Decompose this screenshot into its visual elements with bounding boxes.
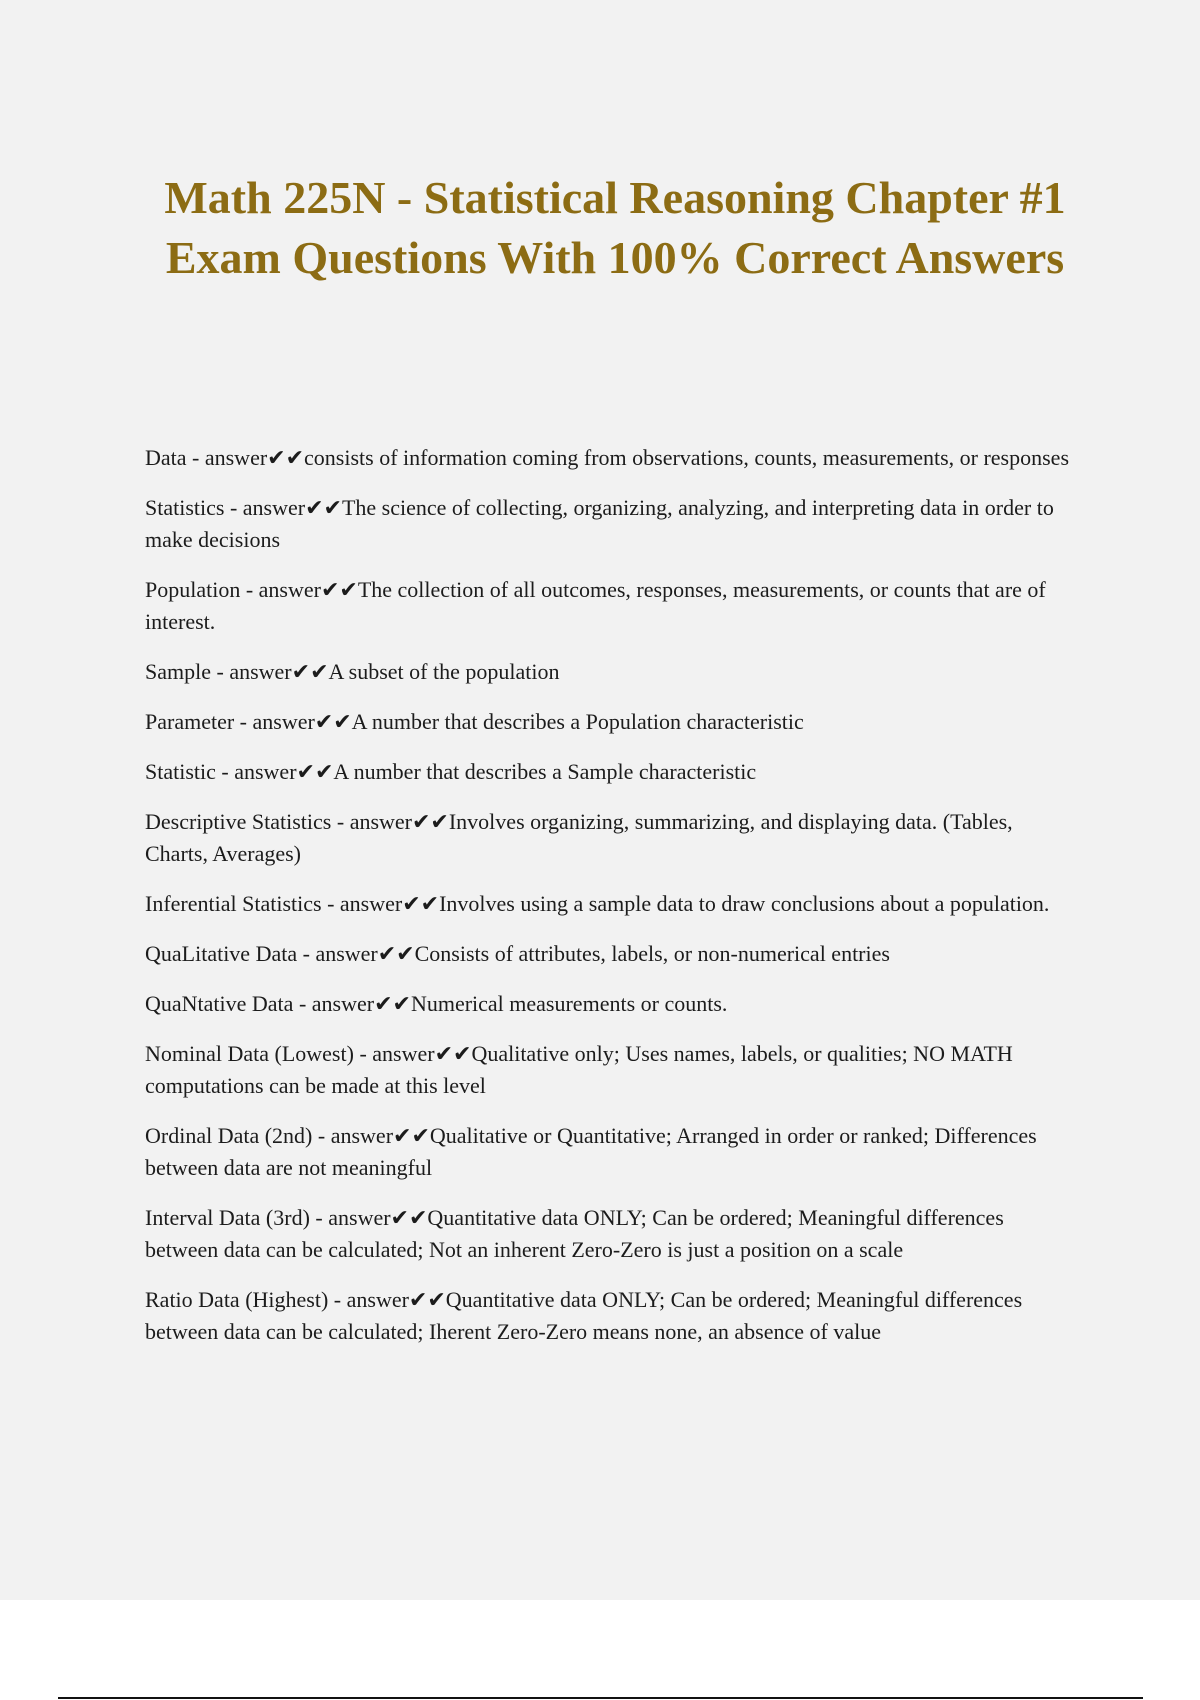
- entry-separator: -: [353, 1041, 373, 1066]
- definition-entry: [145, 574, 1075, 638]
- entry-separator: -: [224, 495, 243, 520]
- entry-separator: -: [321, 891, 340, 916]
- answer-marker: answer✔✔: [242, 495, 342, 520]
- entry-term: Ordinal Data (2nd): [145, 1123, 313, 1148]
- entry-separator: -: [234, 709, 253, 734]
- entry-term: Sample: [145, 659, 211, 684]
- answer-marker: answer✔✔: [234, 759, 334, 784]
- entry-term: QuaLitative Data: [145, 941, 298, 966]
- entry-definition: The collection of all outcomes, responses, measurements, or counts that are of interest.: [145, 577, 1046, 634]
- entry-separator: -: [297, 941, 316, 966]
- entry-definition: A number that describes a Sample characteristic: [333, 759, 757, 784]
- answer-marker: answer✔✔: [204, 445, 305, 470]
- entry-definition: Involves using a sample data to draw conclusions about a population.: [439, 891, 1050, 916]
- entry-term: Statistics: [145, 495, 225, 520]
- entry-separator: -: [293, 991, 312, 1016]
- entry-separator: -: [240, 577, 259, 602]
- answer-marker: answer✔✔: [229, 659, 329, 684]
- answer-marker: answer✔✔: [339, 891, 440, 916]
- document-title: Math 225N - Statistical Reasoning Chapter #1 Exam Questions With 100% Correct Answers: [164, 172, 1066, 283]
- answer-marker: answer✔✔: [311, 991, 411, 1016]
- answer-marker: answer✔✔: [349, 809, 449, 834]
- definition-entry: [145, 1120, 1075, 1184]
- answer-marker: answer✔✔: [328, 1205, 428, 1230]
- entry-term: Data: [145, 445, 187, 470]
- entry-term: Ratio Data (Highest): [145, 1287, 329, 1312]
- entry-definition: A subset of the population: [328, 659, 560, 684]
- definition-entry: [145, 706, 1075, 738]
- entry-term: Population: [145, 577, 241, 602]
- entry-term: Parameter: [145, 709, 235, 734]
- entry-definition: Involves organizing, summarizing, and displaying data. (Tables, Charts, Averages): [145, 809, 1013, 866]
- definition-entry: [145, 492, 1075, 556]
- definition-entry: [145, 988, 1075, 1020]
- answer-marker: answer✔✔: [346, 1287, 446, 1312]
- answer-marker: answer✔✔: [258, 577, 358, 602]
- entry-definition: Quantitative data ONLY; Can be ordered; Meaningful differences between data can be calculated; Iherent Zero-Zero means none, an absence of value: [145, 1287, 1023, 1344]
- answer-marker: answer✔✔: [372, 1041, 472, 1066]
- entry-term: Nominal Data (Lowest): [145, 1041, 354, 1066]
- entry-definition: A number that describes a Population characteristic: [351, 709, 804, 734]
- definition-entry: [145, 806, 1075, 870]
- entry-term: Descriptive Statistics: [145, 809, 332, 834]
- definition-entry: [145, 1038, 1075, 1102]
- entry-separator: -: [215, 759, 235, 784]
- definition-entry: [145, 656, 1075, 688]
- entry-definition: Qualitative or Quantitative; Arranged in order or ranked; Differences between data are not meaningful: [145, 1123, 1037, 1180]
- entry-separator: -: [186, 445, 205, 470]
- definition-entry: [145, 1202, 1075, 1266]
- definition-entry: [145, 442, 1075, 474]
- definition-list: [145, 442, 1075, 1366]
- entry-term: Interval Data (3rd): [145, 1205, 310, 1230]
- answer-marker: answer✔✔: [315, 941, 415, 966]
- entry-separator: -: [331, 809, 350, 834]
- definition-entry: [145, 938, 1075, 970]
- entry-term: Statistic: [145, 759, 216, 784]
- entry-term: QuaNtative Data: [145, 991, 294, 1016]
- entry-definition: Consists of attributes, labels, or non-numerical entries: [414, 941, 890, 966]
- entry-separator: -: [312, 1123, 331, 1148]
- entry-definition: Numerical measurements or counts.: [410, 991, 728, 1016]
- definition-entry: [145, 756, 1075, 788]
- entry-definition: Quantitative data ONLY; Can be ordered; Meaningful differences between data can be calculated; Not an inherent Zero-Zero is just a position on a scale: [145, 1205, 1004, 1262]
- entry-separator: -: [309, 1205, 329, 1230]
- entry-separator: -: [328, 1287, 347, 1312]
- answer-marker: answer✔✔: [252, 709, 352, 734]
- entry-definition: The science of collecting, organizing, analyzing, and interpreting data in order to make decisions: [145, 495, 1054, 552]
- answer-marker: answer✔✔: [330, 1123, 430, 1148]
- entry-term: Inferential Statistics: [145, 891, 322, 916]
- footer-divider: [58, 1697, 1143, 1699]
- definition-entry: [145, 888, 1075, 920]
- entry-separator: -: [211, 659, 230, 684]
- entry-definition: consists of information coming from observations, counts, measurements, or responses: [304, 445, 1070, 470]
- definition-entry: [145, 1284, 1075, 1348]
- entry-definition: Qualitative only; Uses names, labels, or qualities; NO MATH computations can be made at this level: [145, 1041, 1013, 1098]
